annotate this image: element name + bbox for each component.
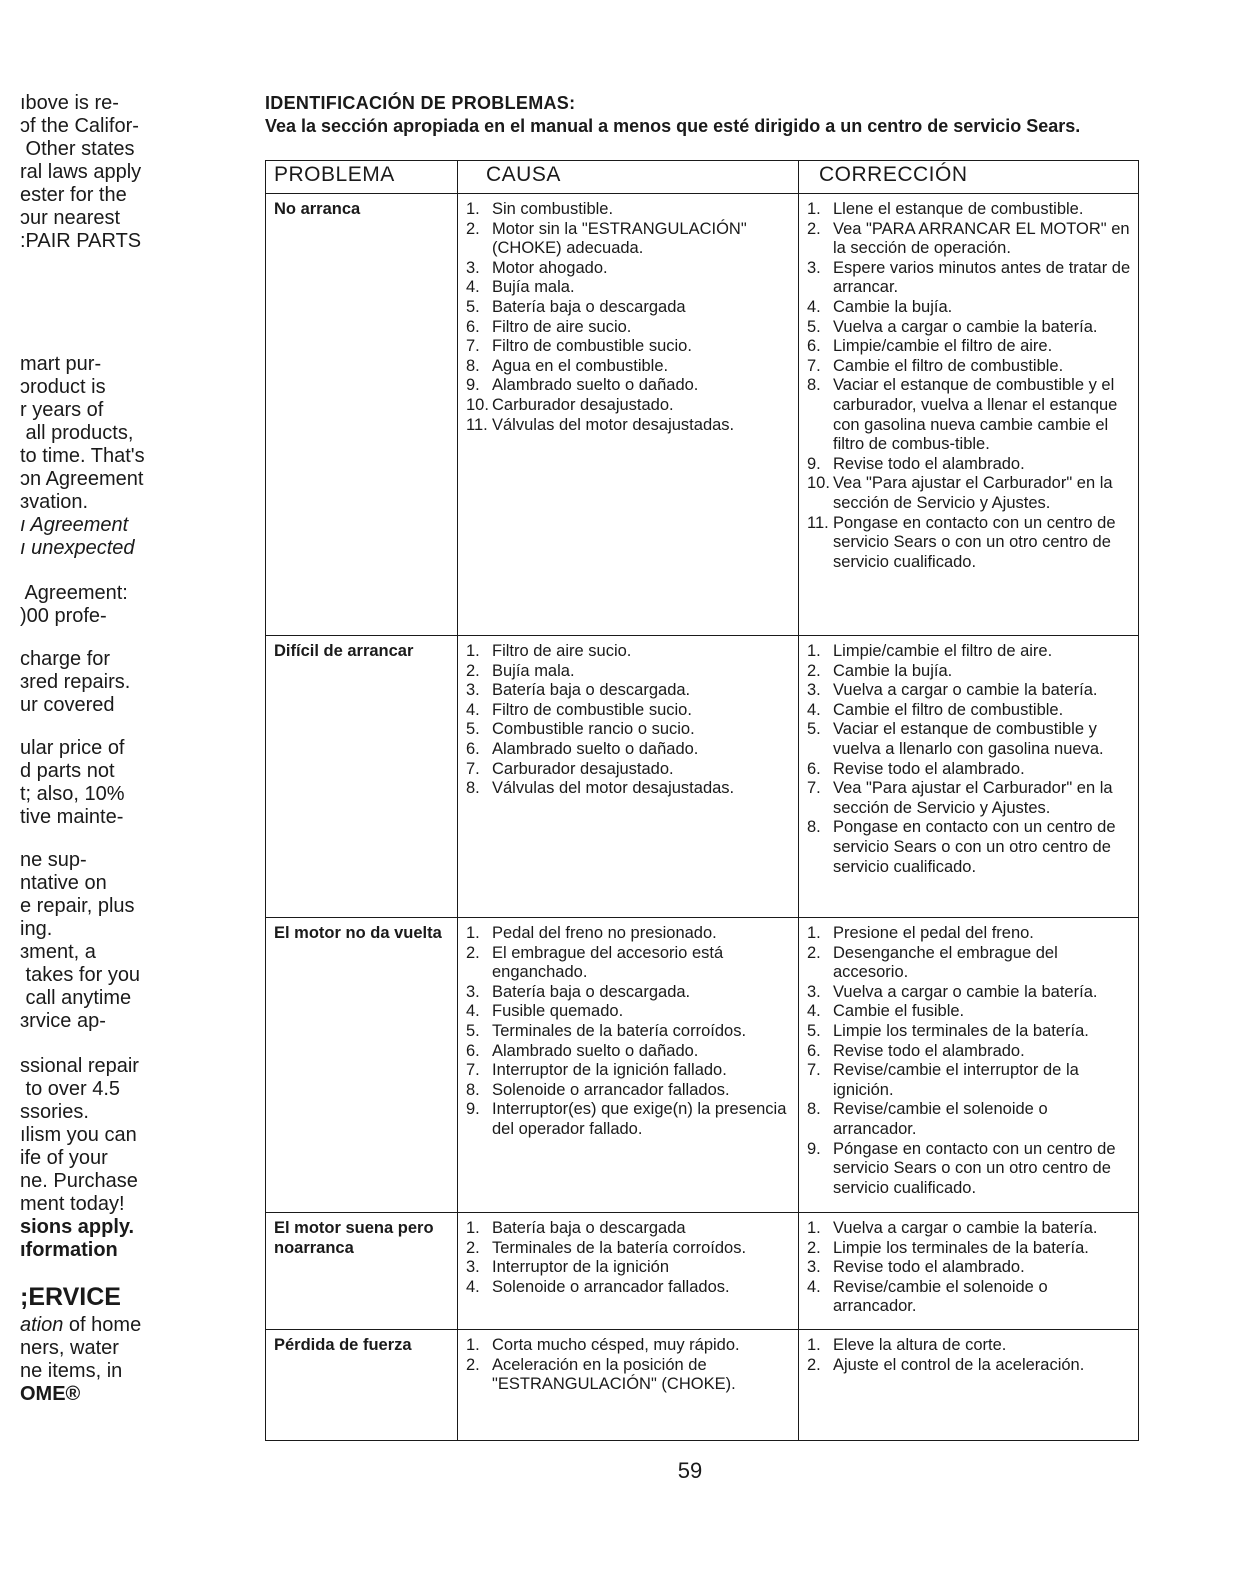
- header-cause: CAUSA: [458, 161, 799, 194]
- item-text: Cambie el fusible.: [833, 1002, 965, 1021]
- list-item: [807, 357, 1132, 377]
- item-text: Batería baja o descargada.: [492, 982, 691, 1001]
- item-text: Vaciar el estanque de combustible y vuelva a llenarlo con gasolina nueva.: [833, 720, 1104, 758]
- list-item: [807, 642, 1132, 662]
- item-text: Limpie/cambie el filtro de aire.: [833, 642, 1053, 660]
- left-text-line: :PAIR PARTS: [20, 230, 142, 252]
- causes-cell: [458, 918, 799, 1213]
- problem-cell: El motor suena pero noarranca: [266, 1213, 458, 1330]
- item-text: Terminales de la batería corroídos.: [492, 1238, 747, 1257]
- item-text: Revise todo el alambrado.: [833, 1041, 1025, 1060]
- item-text: El embrague del accesorio está enganchado.: [492, 943, 724, 982]
- item-text: Interruptor de la ignición: [492, 1258, 670, 1277]
- list-item: [466, 376, 792, 396]
- fixes-cell: [799, 636, 1139, 918]
- table-header-row: [266, 161, 1139, 194]
- item-number: 4.: [807, 1277, 821, 1296]
- item-number: 5.: [466, 297, 480, 316]
- list-item: [807, 1356, 1132, 1376]
- list-item: [807, 701, 1132, 721]
- item-text: Póngase en contacto con un centro de servicio Sears o con un otro centro de servicio cualificado.: [833, 1139, 1116, 1197]
- list-item: [807, 1100, 1132, 1139]
- list-item: [466, 1219, 792, 1239]
- item-text: Vuelva a cargar o cambie la batería.: [833, 1219, 1098, 1237]
- table-row: [266, 918, 1139, 1213]
- item-text: Revise todo el alambrado.: [833, 759, 1025, 778]
- left-text-line: ment today!: [20, 1193, 125, 1215]
- left-text-line: t; also, 10%: [20, 783, 125, 805]
- list-item: [466, 720, 792, 740]
- left-text-line: ular price of: [20, 737, 125, 759]
- item-text: Cambie la bujía.: [833, 661, 953, 680]
- item-number: 2.: [807, 943, 821, 962]
- left-text-line: ɜvation.: [20, 491, 89, 513]
- item-text: Filtro de aire sucio.: [492, 642, 632, 660]
- list-item: [807, 924, 1132, 944]
- left-text-line: mart pur-: [20, 353, 102, 375]
- item-text: Alambrado suelto o dañado.: [492, 376, 699, 395]
- heading-title: IDENTIFICACIÓN DE PROBLEMAS:: [265, 93, 576, 113]
- item-number: 1.: [466, 200, 480, 218]
- item-number: 9.: [807, 1139, 821, 1158]
- list-item: [807, 983, 1132, 1003]
- left-text-line: takes for you: [20, 964, 141, 986]
- item-number: 6.: [466, 739, 480, 758]
- facing-page-text-column: [20, 92, 170, 1406]
- list-item: [807, 455, 1132, 475]
- list-item: [466, 1002, 792, 1022]
- left-text-line: ıbove is re-: [20, 92, 119, 114]
- item-text: Revise/cambie el interruptor de la ignición.: [833, 1061, 1079, 1099]
- item-number: 7.: [466, 759, 480, 778]
- item-number: 9.: [466, 376, 480, 395]
- left-text-line: )00 profe-: [20, 605, 107, 627]
- item-number: 11.: [466, 415, 488, 434]
- item-text: Vaciar el estanque de combustible y el carburador, vuelva a llenar el estanque con gasolina nueva cambie cambie el filtro de combus-tible.: [833, 376, 1118, 454]
- list-item: [466, 1336, 792, 1356]
- left-text-line: ne. Purchase: [20, 1170, 138, 1192]
- item-number: 3.: [466, 681, 480, 700]
- item-text: Batería baja o descargada.: [492, 681, 691, 700]
- problem-cell: Difícil de arrancar: [266, 636, 458, 918]
- item-number: 8.: [466, 356, 480, 375]
- item-text: Fusible quemado.: [492, 1002, 624, 1021]
- item-text: Espere varios minutos antes de tratar de arrancar.: [833, 258, 1131, 297]
- item-text: Eleve la altura de corte.: [833, 1336, 1007, 1354]
- item-text: Vea "PARA ARRANCAR EL MOTOR" en la sección de operación.: [833, 219, 1130, 258]
- list-item: [807, 220, 1132, 259]
- item-number: 1.: [466, 924, 480, 942]
- item-number: 2.: [466, 661, 480, 680]
- table-row: [266, 1213, 1139, 1330]
- list-item: [807, 200, 1132, 220]
- item-number: 6.: [466, 1041, 480, 1060]
- fixes-cell: [799, 918, 1139, 1213]
- item-text: Pongase en contacto con un centro de servicio Sears o con un otro centro de servicio cualificado.: [833, 513, 1116, 571]
- list-item: [466, 1042, 792, 1062]
- item-text: Filtro de combustible sucio.: [492, 700, 692, 719]
- item-text: Interruptor(es) que exige(n) la presencia del operador fallado.: [492, 1100, 787, 1138]
- item-number: 6.: [807, 759, 821, 778]
- list-item: [807, 1278, 1132, 1317]
- item-text: Agua en el combustible.: [492, 356, 669, 375]
- item-number: 2.: [807, 1355, 821, 1374]
- item-number: 7.: [807, 356, 821, 375]
- list-item: [466, 944, 792, 983]
- list-item: [466, 983, 792, 1003]
- item-text: Cambie el filtro de combustible.: [833, 700, 1064, 719]
- heading-subtitle: Vea la sección apropiada en el manual a menos que esté dirigido a un centro de servicio Sears.: [265, 116, 1081, 136]
- item-text: Combustible rancio o sucio.: [492, 720, 695, 739]
- left-italic-word: ation: [20, 1314, 64, 1336]
- left-text-line: ɔroduct is: [20, 376, 106, 398]
- item-text: Cambie el filtro de combustible.: [833, 356, 1064, 375]
- item-text: Limpie los terminales de la batería.: [833, 1238, 1089, 1257]
- item-text: Corta mucho césped, muy rápido.: [492, 1336, 740, 1354]
- list-item: [466, 1356, 792, 1395]
- left-text-line: ssional repair: [20, 1055, 139, 1077]
- item-text: Limpie/cambie el filtro de aire.: [833, 337, 1053, 356]
- left-text-line: [20, 1314, 170, 1337]
- fixes-cell: [799, 1330, 1139, 1441]
- list-item: [807, 1022, 1132, 1042]
- item-text: Motor sin la "ESTRANGULACIÓN" (CHOKE) adecuada.: [492, 219, 747, 258]
- causes-cell: [458, 636, 799, 918]
- list-item: [466, 200, 792, 220]
- list-item: [466, 779, 792, 799]
- item-number: 2.: [466, 1355, 480, 1374]
- item-number: 4.: [807, 1002, 821, 1021]
- item-number: 10.: [466, 395, 489, 414]
- item-number: 8.: [466, 779, 480, 798]
- item-text: Batería baja o descargada: [492, 1219, 686, 1237]
- item-text: Aceleración en la posición de "ESTRANGULACIÓN" (CHOKE).: [492, 1355, 736, 1394]
- left-text-line: charge for: [20, 648, 111, 670]
- item-number: 2.: [807, 1238, 821, 1257]
- item-text: Terminales de la batería corroídos.: [492, 1021, 747, 1040]
- item-number: 5.: [807, 1021, 821, 1040]
- item-text: Vea "Para ajustar el Carburador" en la sección de Servicio y Ajustes.: [833, 474, 1113, 512]
- list-item: [807, 1258, 1132, 1278]
- left-text-line: ɜrvice ap-: [20, 1010, 106, 1032]
- item-number: 1.: [807, 924, 821, 942]
- item-text: Solenoide o arrancador fallados.: [492, 1080, 730, 1099]
- list-item: [466, 1022, 792, 1042]
- problem-cell: El motor no da vuelta: [266, 918, 458, 1213]
- list-item: [807, 1042, 1132, 1062]
- left-text-line: tive mainte-: [20, 806, 124, 828]
- item-number: 2.: [807, 219, 821, 238]
- item-text: Solenoide o arrancador fallados.: [492, 1277, 730, 1296]
- item-number: 9.: [807, 454, 821, 473]
- item-text: Bujía mala.: [492, 661, 575, 680]
- list-item: [807, 681, 1132, 701]
- left-text-line: OME®: [20, 1383, 81, 1405]
- item-text: Cambie la bujía.: [833, 297, 953, 316]
- causes-cell: [458, 194, 799, 636]
- list-item: [466, 416, 792, 436]
- item-text: Carburador desajustado.: [492, 759, 674, 778]
- item-number: 6.: [466, 317, 480, 336]
- list-item: [807, 944, 1132, 983]
- table-row: [266, 194, 1139, 636]
- item-number: 1.: [807, 1336, 821, 1354]
- item-number: 3.: [807, 982, 821, 1001]
- list-item: [807, 720, 1132, 759]
- list-item: [807, 1336, 1132, 1356]
- list-item: [466, 1081, 792, 1101]
- left-text-line: ne sup-: [20, 849, 87, 871]
- item-text: Carburador desajustado.: [492, 395, 674, 414]
- item-number: 9.: [466, 1100, 480, 1119]
- list-item: [807, 337, 1132, 357]
- list-item: [807, 474, 1132, 513]
- item-number: 8.: [807, 376, 821, 395]
- left-text-line: call anytime: [20, 987, 132, 1009]
- left-text-line: ners, water: [20, 1337, 119, 1359]
- left-text-line: ne items, in: [20, 1360, 123, 1382]
- left-text-line: ɜment, a: [20, 941, 96, 963]
- left-text-line: ral laws apply: [20, 161, 142, 183]
- section-heading: [265, 92, 1165, 138]
- item-number: 1.: [807, 1219, 821, 1237]
- item-number: 2.: [466, 943, 480, 962]
- fixes-cell: [799, 1213, 1139, 1330]
- item-number: 2.: [466, 219, 480, 238]
- item-text: Filtro de aire sucio.: [492, 317, 632, 336]
- item-text: Pedal del freno no presionado.: [492, 924, 717, 942]
- list-item: [807, 1140, 1132, 1199]
- item-text: Revise todo el alambrado.: [833, 454, 1025, 473]
- left-text-line: ur covered: [20, 694, 115, 716]
- item-number: 1.: [466, 1336, 480, 1354]
- item-text: Válvulas del motor desajustadas.: [492, 779, 735, 798]
- list-item: [807, 376, 1132, 454]
- left-text-line: ntative on: [20, 872, 107, 894]
- list-item: [466, 1061, 792, 1081]
- left-text-line: ı unexpected: [20, 537, 135, 559]
- item-number: 1.: [466, 642, 480, 660]
- list-item: [807, 662, 1132, 682]
- list-item: [466, 1239, 792, 1259]
- item-number: 7.: [466, 337, 480, 356]
- item-text: Vuelva a cargar o cambie la batería.: [833, 317, 1098, 336]
- item-number: 8.: [466, 1080, 480, 1099]
- problem-cell: Pérdida de fuerza: [266, 1330, 458, 1441]
- left-text-line: ssories.: [20, 1101, 89, 1123]
- list-item: [807, 1219, 1132, 1239]
- item-text: Ajuste el control de la aceleración.: [833, 1355, 1085, 1374]
- item-number: 7.: [466, 1061, 480, 1080]
- header-fix: CORRECCIÓN: [799, 161, 1139, 194]
- table-row: [266, 1330, 1139, 1441]
- item-number: 5.: [807, 317, 821, 336]
- item-number: 4.: [466, 278, 480, 297]
- item-text: Interruptor de la ignición fallado.: [492, 1061, 727, 1080]
- item-number: 3.: [466, 1258, 480, 1277]
- item-text: Llene el estanque de combustible.: [833, 200, 1084, 218]
- left-text-line: r years of: [20, 399, 104, 421]
- page-number: 59: [677, 1458, 703, 1483]
- item-number: 1.: [807, 642, 821, 660]
- item-text: Sin combustible.: [492, 200, 614, 218]
- table-row: [266, 636, 1139, 918]
- item-text: Filtro de combustible sucio.: [492, 337, 692, 356]
- left-text-line: to time. That's: [20, 445, 145, 467]
- left-text-fragment: of home: [63, 1314, 142, 1336]
- item-number: 4.: [807, 297, 821, 316]
- list-item: [466, 1100, 792, 1139]
- item-number: 8.: [807, 818, 821, 837]
- item-number: 5.: [807, 720, 821, 739]
- list-item: [466, 662, 792, 682]
- list-item: [807, 298, 1132, 318]
- list-item: [466, 396, 792, 416]
- list-item: [466, 642, 792, 662]
- causes-cell: [458, 1330, 799, 1441]
- item-number: 2.: [807, 661, 821, 680]
- list-item: [466, 701, 792, 721]
- item-text: Alambrado suelto o dañado.: [492, 739, 699, 758]
- item-number: 3.: [466, 258, 480, 277]
- item-number: 7.: [807, 1061, 821, 1080]
- list-item: [466, 337, 792, 357]
- item-number: 3.: [807, 681, 821, 700]
- left-text-line: ıformation: [20, 1239, 118, 1261]
- list-item: [466, 298, 792, 318]
- item-text: Revise/cambie el solenoide o arrancador.: [833, 1277, 1048, 1316]
- list-item: [466, 740, 792, 760]
- item-text: Desenganche el embrague del accesorio.: [833, 943, 1058, 982]
- left-text-line: ing.: [20, 918, 53, 940]
- left-service-title: ;ERVICE: [20, 1283, 121, 1311]
- item-number: 8.: [807, 1100, 821, 1119]
- left-text-line: ı Agreement: [20, 514, 129, 536]
- item-text: Presione el pedal del freno.: [833, 924, 1034, 942]
- left-text-line: Other states: [20, 138, 135, 160]
- left-text-line: ɜred repairs.: [20, 671, 131, 693]
- item-number: 2.: [466, 1238, 480, 1257]
- left-text-line: Agreement:: [20, 582, 128, 604]
- list-item: [807, 760, 1132, 780]
- item-number: 7.: [807, 779, 821, 798]
- troubleshooting-table: [265, 160, 1139, 1441]
- item-number: 4.: [807, 700, 821, 719]
- item-number: 10.: [807, 474, 830, 493]
- list-item: [807, 1061, 1132, 1100]
- list-item: [466, 1258, 792, 1278]
- item-number: 3.: [807, 1258, 821, 1277]
- list-item: [466, 278, 792, 298]
- problem-cell: No arranca: [266, 194, 458, 636]
- left-text-line: to over 4.5: [20, 1078, 121, 1100]
- list-item: [466, 220, 792, 259]
- list-item: [807, 514, 1132, 573]
- list-item: [807, 818, 1132, 877]
- list-item: [807, 779, 1132, 818]
- item-number: 4.: [466, 1277, 480, 1296]
- item-number: 3.: [466, 982, 480, 1001]
- item-number: 6.: [807, 1041, 821, 1060]
- list-item: [466, 259, 792, 279]
- list-item: [807, 318, 1132, 338]
- item-text: Alambrado suelto o dañado.: [492, 1041, 699, 1060]
- item-number: 3.: [807, 258, 821, 277]
- list-item: [466, 681, 792, 701]
- item-number: 4.: [466, 1002, 480, 1021]
- item-number: 1.: [466, 1219, 480, 1237]
- item-text: Válvulas del motor desajustadas.: [492, 415, 735, 434]
- causes-cell: [458, 1213, 799, 1330]
- item-text: Batería baja o descargada: [492, 297, 686, 316]
- fixes-cell: [799, 194, 1139, 636]
- list-item: [466, 924, 792, 944]
- item-text: Limpie los terminales de la batería.: [833, 1021, 1089, 1040]
- left-text-line: ester for the: [20, 184, 127, 206]
- item-number: 11.: [807, 513, 829, 532]
- list-item: [466, 760, 792, 780]
- list-item: [466, 357, 792, 377]
- left-text-line: ɔn Agreement: [20, 468, 144, 490]
- header-problem: PROBLEMA: [266, 161, 458, 194]
- item-text: Vuelva a cargar o cambie la batería.: [833, 681, 1098, 700]
- item-text: Vuelva a cargar o cambie la batería.: [833, 982, 1098, 1001]
- item-number: 5.: [466, 1021, 480, 1040]
- item-number: 1.: [807, 200, 821, 218]
- left-text-line: all products,: [20, 422, 134, 444]
- item-number: 6.: [807, 337, 821, 356]
- item-text: Motor ahogado.: [492, 258, 608, 277]
- item-text: Pongase en contacto con un centro de servicio Sears o con un otro centro de servicio cualificado.: [833, 818, 1116, 876]
- item-text: Vea "Para ajustar el Carburador" en la sección de Servicio y Ajustes.: [833, 779, 1113, 817]
- item-number: 4.: [466, 700, 480, 719]
- left-text-line: ɔf the Califor-: [20, 115, 139, 137]
- left-text-line: ife of your: [20, 1147, 108, 1169]
- item-text: Revise todo el alambrado.: [833, 1258, 1025, 1277]
- item-number: 5.: [466, 720, 480, 739]
- list-item: [807, 1239, 1132, 1259]
- list-item: [807, 1002, 1132, 1022]
- item-text: Bujía mala.: [492, 278, 575, 297]
- left-text-line: d parts not: [20, 760, 115, 782]
- list-item: [466, 318, 792, 338]
- list-item: [466, 1278, 792, 1298]
- left-text-line: ılism you can: [20, 1124, 137, 1146]
- item-text: Revise/cambie el solenoide o arrancador.: [833, 1100, 1048, 1138]
- left-text-line: ɔur nearest: [20, 207, 121, 229]
- list-item: [807, 259, 1132, 298]
- left-text-line: e repair, plus: [20, 895, 135, 917]
- left-text-line: sions apply.: [20, 1216, 135, 1238]
